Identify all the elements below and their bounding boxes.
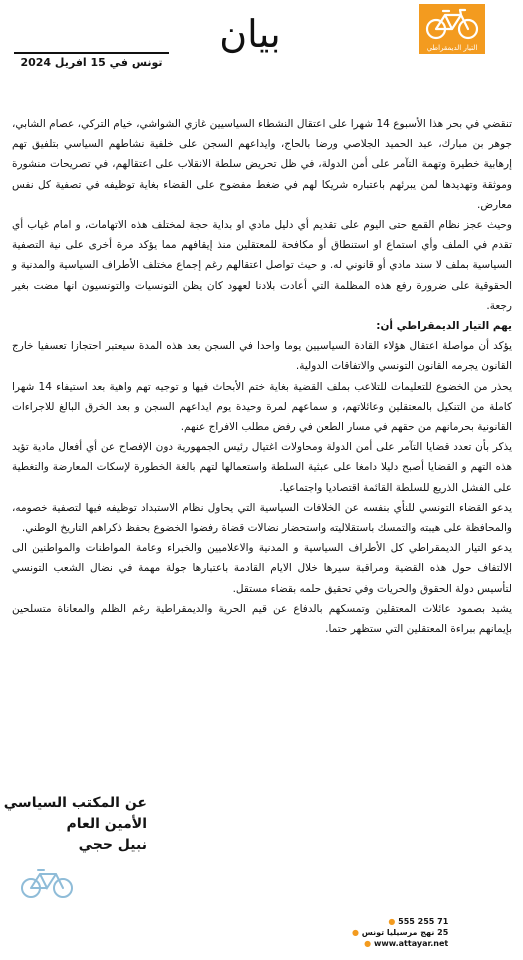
bicycle-signature-icon (20, 866, 74, 900)
body-paragraph: تنقضي في بحر هذا الأسبوع 14 شهرا على اعتقال النشطاء السياسيين غازي الشواشي، خيام التركي، عصام الشابي، جوهر بن مبارك، عبد الحميد الجلاصي ورضا بالحاج، وايداعهم السجن على خلفية نشاطهم السياسي بتلفيق تهم إرهابية خطيرة وتهمة التآمر على أمن الدولة، في ظل تحريض سلطة الانقلاب على اعتقالهم، في تصريحات منشورة وموثقة وتهديدها لمن يبرئهم باعتباره شريكا لهم في ضغط مفضوح على القضاء بغاية توظيفه في تصفية كل نفس معارض. (12, 118, 512, 211)
body-paragraph: يدعو التيار الديمقراطي كل الأطراف السياسية و المدنية والاعلاميين والخبراء وعامة المواطنات والمواطنين الى الالتفاف حول هذه القضية ومراقبة سيرها خلال الايام القادمة باعتبارها جولة مهمة في نضال الشعب التونسي لتأسيس دولة الحقوق والحريات وفي تحقيق حلمه بقضاء مستقل. (12, 542, 512, 595)
web-icon: ● (364, 939, 372, 948)
contact-block (352, 916, 448, 949)
signature-role: الأمين العام (66, 816, 147, 832)
party-logo (419, 4, 485, 54)
date-rule (14, 52, 169, 69)
body-paragraph: يشيد بصمود عائلات المعتقلين وتمسكهم بالدفاع عن قيم الحرية والديمقراطية رغم الظلم والمعاناة متسلحين بإيمانهم ببراءة المعتقلين التي ستظهر حتما. (12, 602, 512, 636)
logo-caption: التيار الديمقراطي (426, 44, 478, 52)
statement-body (12, 114, 512, 639)
signature-name: نبيل حجي (78, 837, 147, 853)
location-icon: ● (352, 928, 359, 937)
signature-block (4, 793, 147, 856)
document-title: بيان (219, 12, 281, 56)
body-paragraph: يدعو القضاء التونسي للنأي بنفسه عن الخلافات السياسية التي يحاول نظام الاستبداد توظيفه فيها لتصفية خصومه، والمحافظة على هيبته والتمسك باستقلاليته واستحضار نضالات قضاة رفضوا الخضوع بحفظ ذكراهم التاريخ الوطني. (12, 501, 512, 535)
body-paragraph: يؤكد أن مواصلة اعتقال هؤلاء القادة السياسيين يوما واحدا في السجن بعد هذه المدة سيعتبر احتجازا تعسفيا خارج القانون يجرمه القانون التونسي والاتفاقات الدولية. (12, 340, 512, 373)
body-paragraph: يحذر من الخضوع للتعليمات للتلاعب بملف القضية بغاية ختم الأبحاث فيها و توجيه تهم واهية بعد استيفاء 14 شهرا كاملة من التنكيل بالمعتقلين وعائلاتهم، و سماعهم لمرة وحيدة يوم ايداعهم السجن و بعد الخرق البالغ للاجراءات القانونية بحرمانهم من حقهم في مسار الطعن في رفض مطلب الافراج عنهم. (12, 380, 512, 434)
signature-office: عن المكتب السياسي (3, 795, 147, 811)
contact-phone: 71 255 555 ● (388, 917, 449, 926)
bicycle-logo-icon (425, 7, 479, 41)
contact-website[interactable]: www.attayar.net ● (364, 939, 449, 948)
phone-icon: ● (388, 917, 396, 926)
contact-address: 25 نهج مرسيليا تونس ● (352, 928, 449, 937)
body-paragraph: يذكر بأن تعدد قضايا التآمر على أمن الدولة ومحاولات اغتيال رئيس الجمهورية دون الإفصاح عن أي أفعال مادية تؤيد هذه التهم و القضايا أصبح دليلا دامغا على عبثية السلطة واستعمالها لتهم بالغة الخطورة لإسكات المعارضة والتغطية على الفشل الذريع للسلطة القائمة اقتصاديا واجتماعيا. (12, 441, 512, 494)
body-paragraph: وحيث عجز نظام القمع حتى اليوم على تقديم أي دليل مادي او بداية حجة لمختلف هذه الاتهامات، و امام غياب أي تقدم في الملف وأي استماع او استنطاق أو مكافحة للمعتقلين منذ إيقافهم مما يؤكد مرة أخرى على نية التصفية السياسية بملف لا سند مادي أو قانوني له. و حيث تواصل اعتقالهم رغم إجماع مختلف الأطراف السياسية والمدنية و الحقوقية على ضرورة رفع هذه المظلمة التي أعادت بلادنا لعهود كان يظن التونسيات والتونسيون انها مضت بغير رجعة. (12, 219, 512, 312)
body-heading: يهم التيار الديمقراطي أن: (376, 320, 512, 333)
statement-date: تونس في 15 افريل 2024 (20, 56, 163, 69)
